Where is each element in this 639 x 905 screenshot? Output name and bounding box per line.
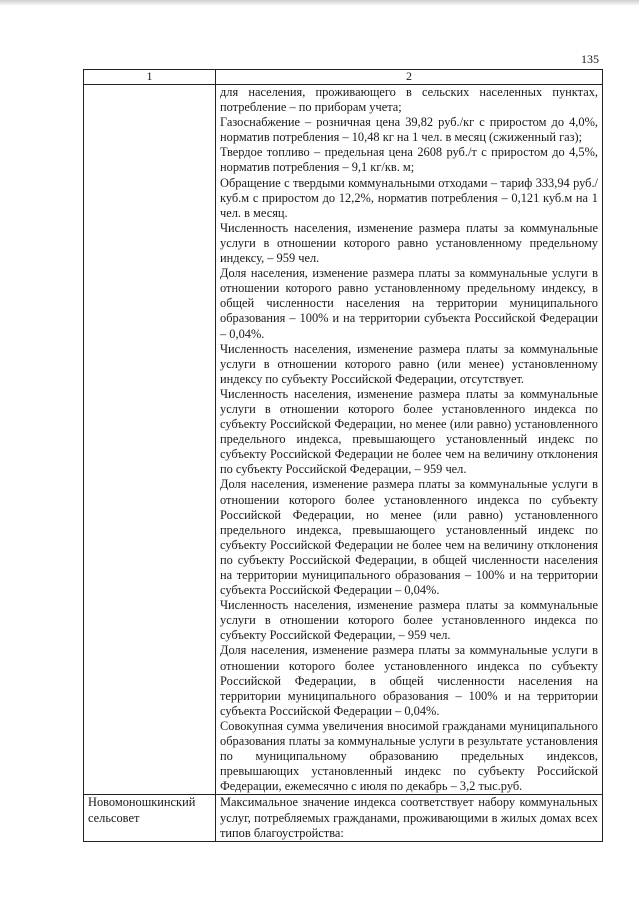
- scan-edge: [0, 0, 639, 6]
- paragraph: Максимальное значение индекса соответствует набору коммунальных услуг, потребляемых гражданами, проживающими в жилых домах всех типов благоустройства:: [220, 795, 598, 840]
- paragraph: Твердое топливо – предельная цена 2608 руб./т с приростом до 4,5%, норматив потребления – 9,1 кг/кв. м;: [220, 145, 598, 175]
- header-col-2: 2: [216, 70, 603, 85]
- paragraph: Численность населения, изменение размера платы за коммунальные услуги в отношении которого более установленного индекса по субъекту Российской Федерации, но менее (или равно) установленного предельного индекса, превышающего установленный индекс по субъекту Российской Федерации не более чем на величину отклонения по субъекту Российской Федерации, – 959 чел.: [220, 386, 598, 477]
- municipality-table: [83, 69, 603, 842]
- paragraph: Численность населения, изменение размера платы за коммунальные услуги в отношении которого равно (или менее) установленному индексу по субъекту Российской Федерации, отсутствует.: [220, 341, 598, 386]
- paragraph: для населения, проживающего в сельских населенных пунктах, потребление – по приборам учета;: [220, 85, 598, 115]
- description-cell: [216, 85, 603, 795]
- paragraph: Газоснабжение – розничная цена 39,82 руб./кг с приростом до 4,0%, норматив потребления – 10,48 кг на 1 чел. в месяц (сжиженный газ);: [220, 115, 598, 145]
- table-header-row: [84, 70, 603, 85]
- paragraph: Доля населения, изменение размера платы за коммунальные услуги в отношении которого равно установленному предельному индексу, в общей численности населения на территории муниципального образования – 100% и на территории субъекта Российской Федерации – 0,04%.: [220, 266, 598, 341]
- paragraph: Совокупная сумма увеличения вносимой гражданами муниципального образования платы за коммунальные услуги в результате установления по муниципальному образованию предельных индексов, превышающих установленный индекс по субъекту Российской Федерации, ежемесячно с июля по декабрь – 3,2 тыс.руб.: [220, 718, 598, 794]
- paragraph: Обращение с твердыми коммунальными отходами – тариф 333,94 руб./куб.м с приростом до 12,2%, норматив потребления – 0,121 куб.м на 1 чел. в месяц.: [220, 175, 598, 220]
- paragraph: Доля населения, изменение размера платы за коммунальные услуги в отношении которого более установленного индекса по субъекту Российской Федерации, но менее (или равно) установленного предельного индекса, превышающего установленный индекс по субъекту Российской Федерации не более чем на величину отклонения по субъекту Российской Федерации, в общей численности населения на территории муниципального образования – 100% и на территории субъекта Российской Федерации – 0,04%.: [220, 477, 598, 598]
- description-cell: [216, 795, 603, 841]
- page-number: 135: [581, 52, 599, 66]
- header-col-1: 1: [84, 70, 216, 85]
- paragraph: Численность населения, изменение размера платы за коммунальные услуги в отношении которого более установленного индекса по субъекту Российской Федерации, – 959 чел.: [220, 598, 598, 643]
- paragraph: Доля населения, изменение размера платы за коммунальные услуги в отношении которого более установленного индекса по субъекту Российской Федерации, в общей численности населения на территории муниципального образования – 100% и на территории субъекта Российской Федерации – 0,04%.: [220, 643, 598, 718]
- region-cell: [84, 85, 216, 795]
- region-cell: Новомоношкинский сельсовет: [84, 795, 216, 841]
- table-row: [84, 795, 603, 841]
- table-row: [84, 85, 603, 795]
- paragraph: Численность населения, изменение размера платы за коммунальные услуги в отношении которого равно установленному предельному индексу, – 959 чел.: [220, 220, 598, 266]
